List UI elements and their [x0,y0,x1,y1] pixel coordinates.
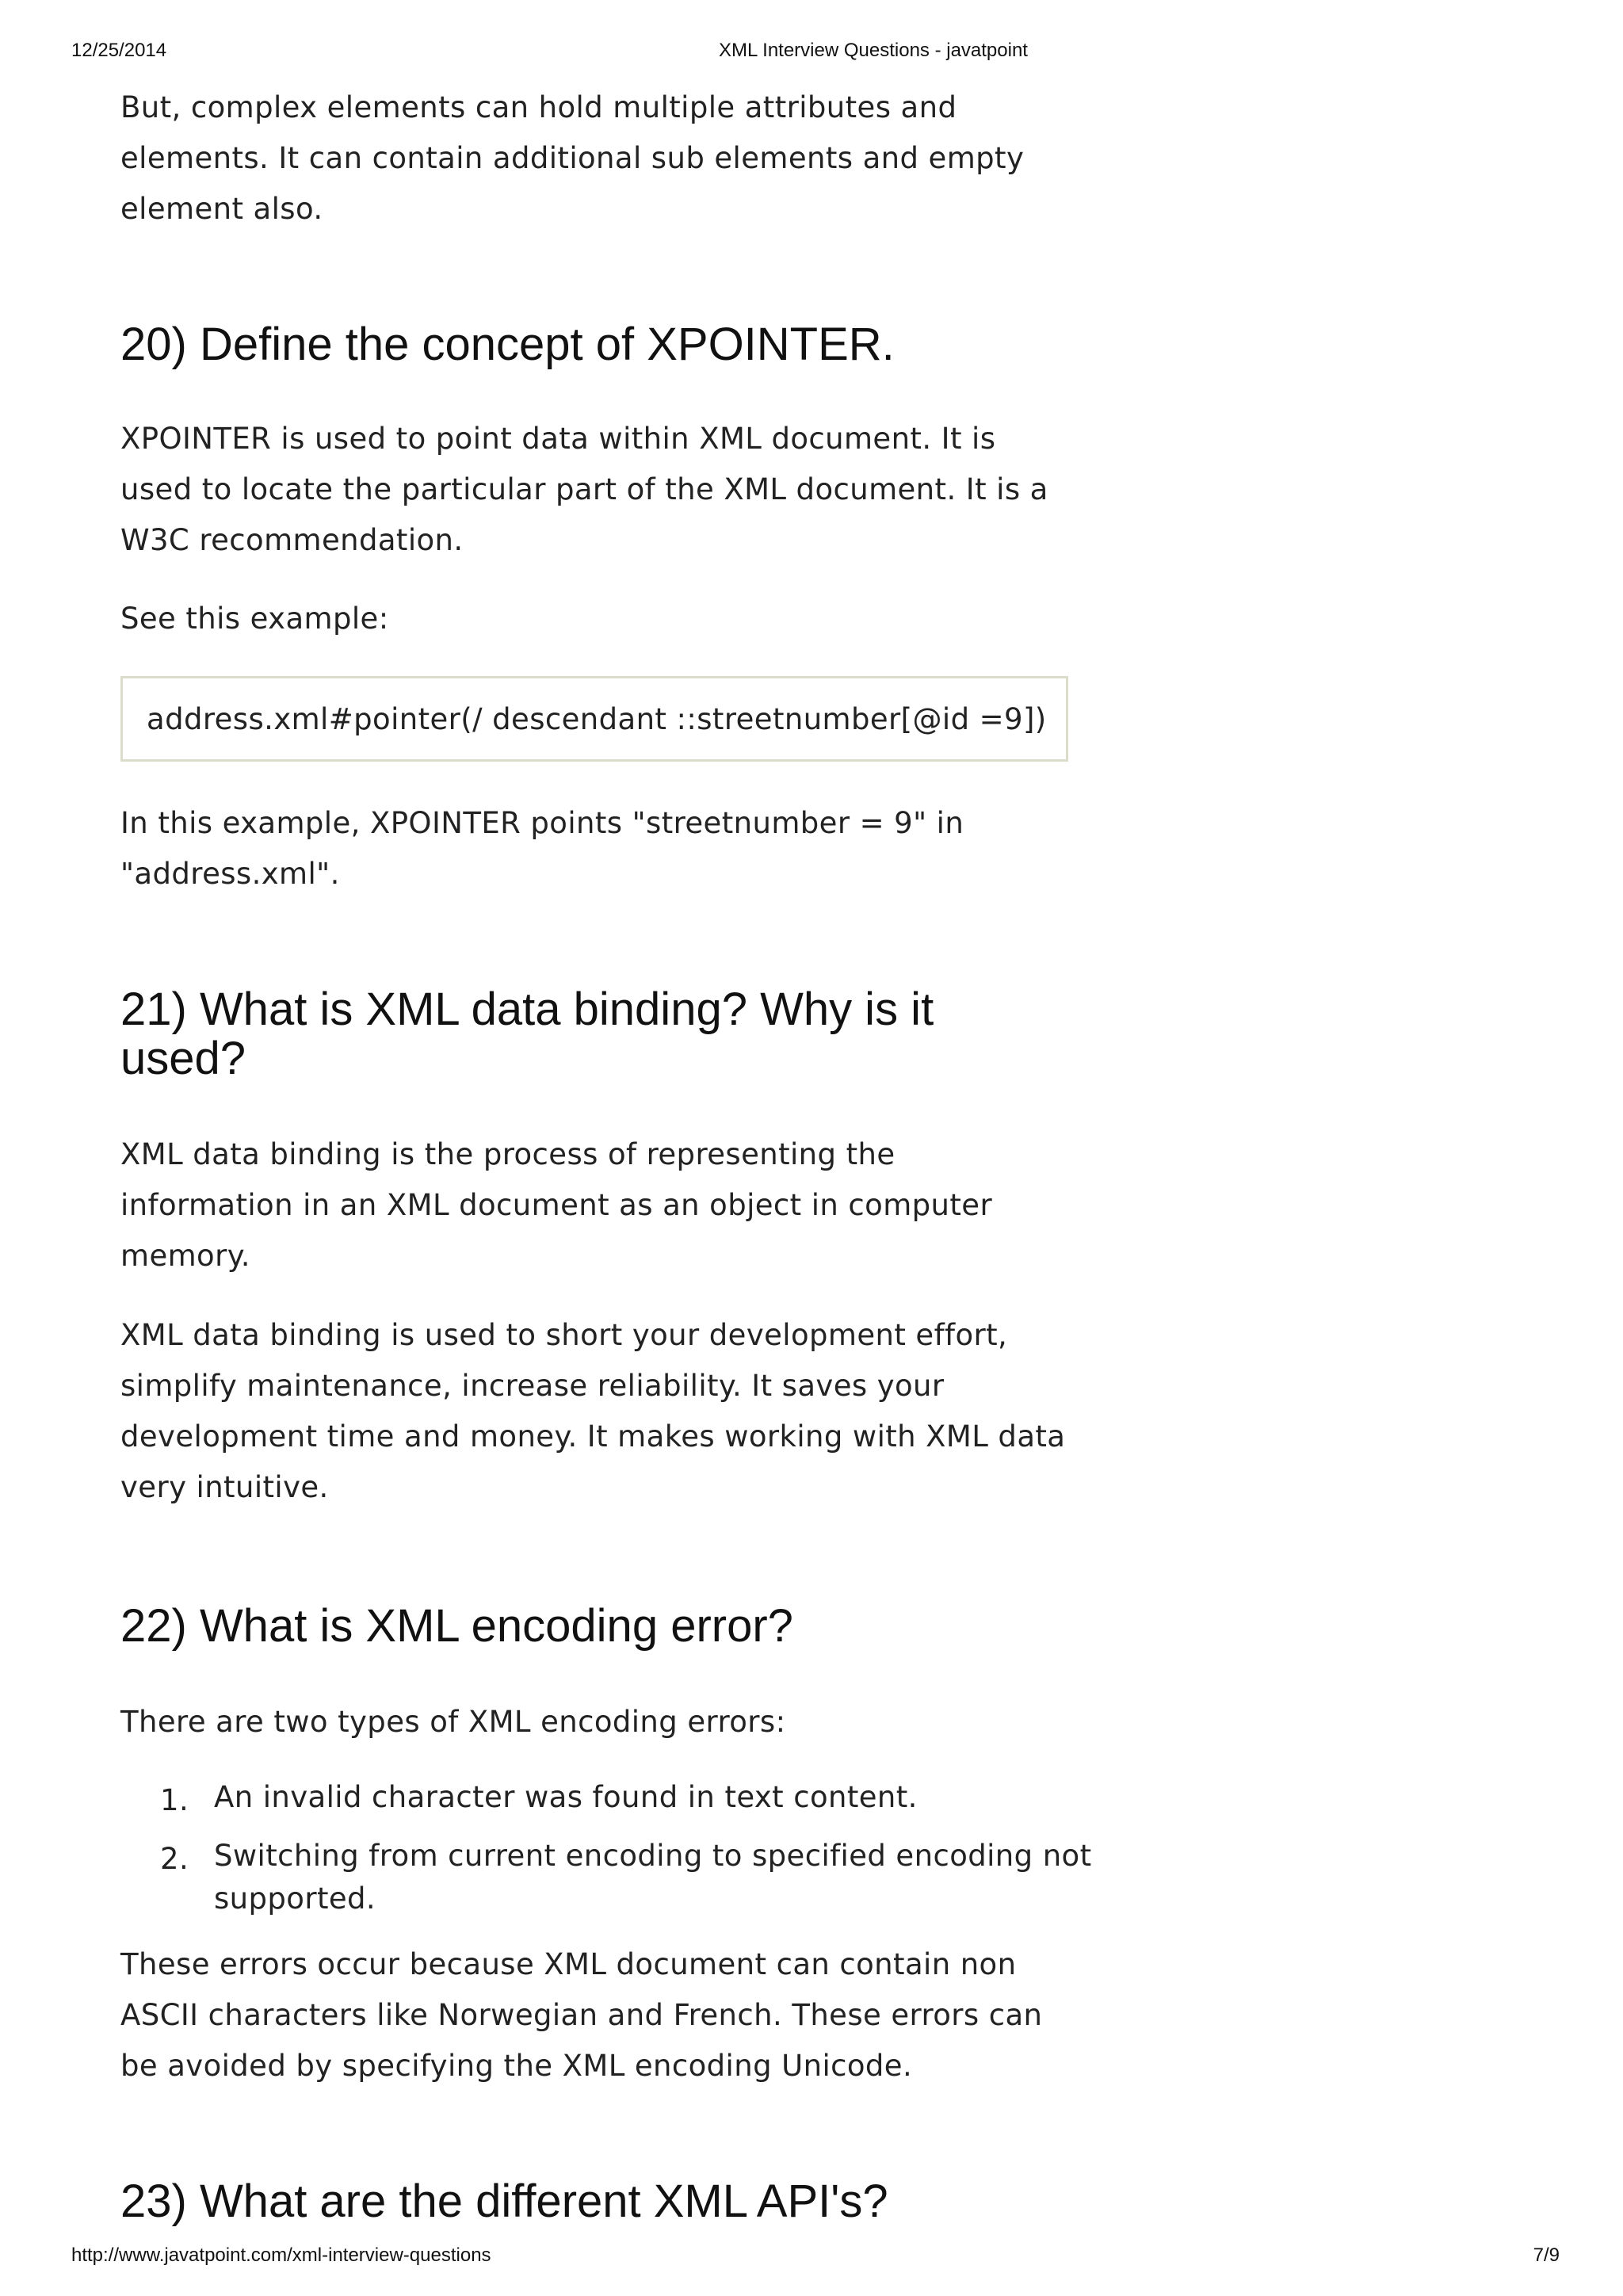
code-example-box [120,676,1068,762]
list-item [120,1835,1133,1920]
q21-paragraph-1: XML data binding is the process of representing the information in an XML document as an object in computer memory. [120,1137,993,1273]
list-item-text: Switching from current encoding to specified encoding not supported. [214,1839,1092,1916]
print-date: 12/25/2014 [71,40,167,61]
q21-paragraph-2: XML data binding is used to short your development effort, simplify maintenance, increase reliability. It saves your development time and money. It makes working with XML data very intuitive. [120,1318,1066,1504]
encoding-errors-list [120,1776,1092,1920]
q20-heading: 20) Define the concept of XPOINTER. [120,319,895,370]
q23-heading: 23) What are the different XML API's? [120,2176,888,2227]
q20-paragraph-2: See this example: [120,602,389,636]
print-footer [0,2244,1623,2276]
intro-paragraph: But, complex elements can hold multiple attributes and elements. It can contain additional sub elements and empty element also. [120,90,1025,226]
q22-paragraph-1: There are two types of XML encoding errors: [120,1705,786,1739]
print-page-title: XML Interview Questions - javatpoint [719,40,1028,61]
list-item-number: 1. [160,1783,189,1817]
code-example-text: address.xml#pointer(/ descendant ::streetnumber[@id =9]) [147,701,1047,736]
article-content [120,82,1092,2227]
q20-paragraph-3: In this example, XPOINTER points "streetnumber = 9" in "address.xml". [120,806,964,891]
page-number: 7/9 [1533,2244,1560,2266]
q22-paragraph-2: These errors occur because XML document can contain non ASCII characters like Norwegian and French. These errors can be avoided by specifying the XML encoding Unicode. [120,1947,1043,2083]
q22-heading: 22) What is XML encoding error? [120,1600,793,1652]
list-item [120,1776,1133,1819]
q21-heading: 21) What is XML data binding? Why is it used? [120,984,934,1084]
list-item-text: An invalid character was found in text content. [214,1780,918,1814]
page-url-link[interactable]: http://www.javatpoint.com/xml-interview-questions [71,2244,491,2266]
print-header [0,40,1623,71]
list-item-number: 2. [160,1842,189,1876]
q20-paragraph-1: XPOINTER is used to point data within XML document. It is used to locate the particular part of the XML document. It is a W3C recommendation. [120,422,1048,557]
